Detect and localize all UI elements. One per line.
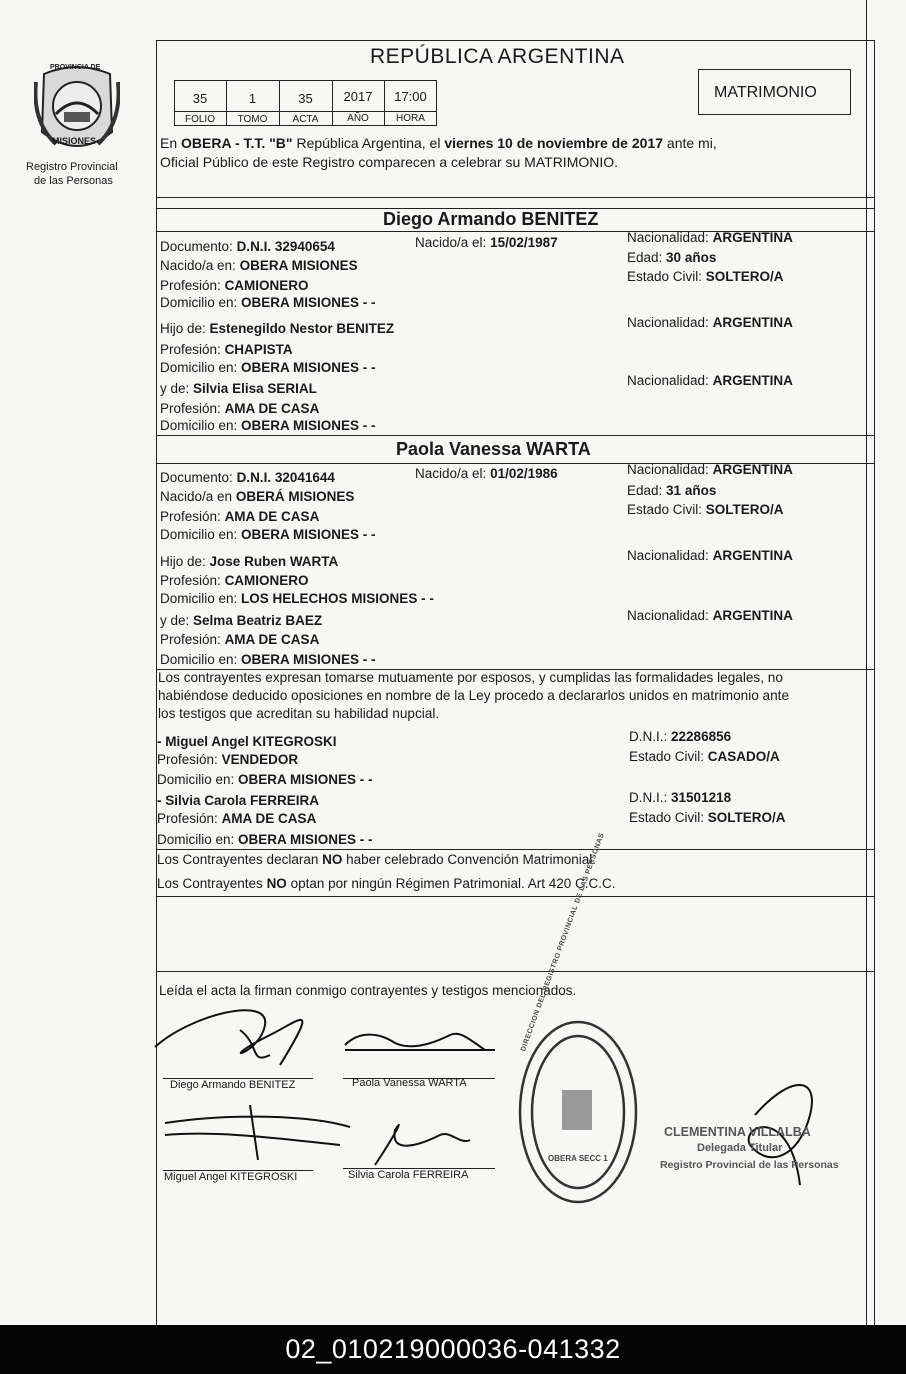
- witness1-domicilio: Domicilio en: OBERA MISIONES - -: [157, 772, 373, 787]
- stamp-text: DIRECCION DEL REGISTRO PROVINCIAL DE LAS PERSONAS: [520, 832, 606, 1053]
- folio-value: 35: [192, 91, 208, 106]
- spouse1-domicilio: Domicilio en: OBERA MISIONES - -: [160, 295, 376, 310]
- spouse1-estado: Estado Civil: SOLTERO/A: [627, 269, 784, 284]
- spouse1-mother-nacionalidad: Nacionalidad: ARGENTINA: [627, 373, 793, 388]
- spouse1-mother-domicilio: Domicilio en: OBERA MISIONES - -: [160, 418, 376, 433]
- witness1-name: - Miguel Angel KITEGROSKI: [157, 734, 337, 749]
- spouse1-name: Diego Armando BENITEZ: [383, 209, 599, 229]
- declaration-line1: Los contrayentes expresan tomarse mutuamente por esposos, y cumplidas las formalidades legales, no: [158, 670, 783, 685]
- witness1-estado: Estado Civil: CASADO/A: [629, 749, 780, 764]
- officer-title: Delegada Titular: [697, 1142, 783, 1154]
- spouse1-father-profesion: Profesión: CHAPISTA: [160, 342, 293, 357]
- record-type: MATRIMONIO: [714, 84, 817, 101]
- signature-label-silvia: Silvia Carola FERREIRA: [348, 1169, 469, 1181]
- spouse2-documento: Documento: D.N.I. 32041644: [160, 470, 335, 485]
- acta-label: ACTA: [292, 114, 319, 125]
- spouse1-documento: Documento: D.N.I. 32940654: [160, 239, 335, 254]
- spouse2-nacido-el: Nacido/a el: 01/02/1986: [415, 466, 558, 481]
- hora-label: HORA: [396, 113, 425, 124]
- spouse2-profesion: Profesión: AMA DE CASA: [160, 509, 320, 524]
- registry-caption-line2: de las Personas: [34, 175, 113, 187]
- spouse2-nacionalidad: Nacionalidad: ARGENTINA: [627, 462, 793, 477]
- closing-statement: Leída el acta la firman conmigo contrayentes y testigos mencionados.: [159, 983, 577, 998]
- spouse1-nacionalidad: Nacionalidad: ARGENTINA: [627, 230, 793, 245]
- witness2-name: - Silvia Carola FERREIRA: [157, 793, 320, 808]
- witness1-profesion: Profesión: VENDEDOR: [157, 752, 299, 767]
- registry-caption-line1: Registro Provincial: [26, 161, 118, 173]
- declaration-line3: los testigos que acreditan su habilidad nupcial.: [158, 706, 440, 721]
- spouse2-estado: Estado Civil: SOLTERO/A: [627, 502, 784, 517]
- regime-line2: Los Contrayentes NO optan por ningún Régimen Patrimonial. Art 420 C.C.C.: [157, 876, 616, 891]
- spouse1-mother: y de: Silvia Elisa SERIAL: [160, 381, 317, 396]
- spouse2-father: Hijo de: Jose Ruben WARTA: [160, 554, 339, 569]
- spouse2-nacido-en: Nacido/a en OBERÁ MISIONES: [160, 489, 355, 504]
- spouse2-edad: Edad: 31 años: [627, 483, 717, 498]
- signature-label-diego: Diego Armando BENITEZ: [170, 1079, 296, 1091]
- spouse2-father-nacionalidad: Nacionalidad: ARGENTINA: [627, 548, 793, 563]
- witness2-estado: Estado Civil: SOLTERO/A: [629, 810, 786, 825]
- stamp-inner: OBERA SECC 1: [548, 1154, 608, 1163]
- tomo-value: 1: [248, 91, 257, 106]
- ano-value: 2017: [343, 89, 373, 104]
- spouse1-nacido-en: Nacido/a en: OBERA MISIONES: [160, 258, 358, 273]
- spouse1-profesion: Profesión: CAMIONERO: [160, 278, 309, 293]
- regime-line1: Los Contrayentes declaran NO haber celebrado Convención Matrimonial.: [157, 852, 596, 867]
- folio-label: FOLIO: [184, 114, 215, 125]
- witness2-profesion: Profesión: AMA DE CASA: [157, 811, 317, 826]
- spouse1-father-nacionalidad: Nacionalidad: ARGENTINA: [627, 315, 793, 330]
- logo-text-top: PROVINCIA DE: [50, 64, 101, 71]
- ano-label: AÑO: [347, 113, 369, 124]
- spouse2-mother-domicilio: Domicilio en: OBERA MISIONES - -: [160, 652, 376, 667]
- spouse1-mother-profesion: Profesión: AMA DE CASA: [160, 401, 320, 416]
- spouse1-nacido-el: Nacido/a el: 15/02/1987: [415, 235, 558, 250]
- spouse2-father-domicilio: Domicilio en: LOS HELECHOS MISIONES - -: [160, 591, 434, 606]
- witness2-dni: D.N.I.: 31501218: [629, 790, 732, 805]
- spouse2-mother-profesion: Profesión: AMA DE CASA: [160, 632, 320, 647]
- declaration-line2: habiéndose deducido oposiciones en nombre de la Ley procedo a declararlos unidos en matrimonio ante: [158, 688, 790, 703]
- logo-text-bottom: MISIONES: [52, 136, 97, 146]
- officer-name: CLEMENTINA VILLALBA: [664, 1125, 811, 1139]
- document-title: REPÚBLICA ARGENTINA: [370, 45, 625, 68]
- spouse2-domicilio: Domicilio en: OBERA MISIONES - -: [160, 527, 376, 542]
- signature-label-miguel: Miguel Angel KITEGROSKI: [164, 1171, 298, 1183]
- spouse1-edad: Edad: 30 años: [627, 250, 717, 265]
- acta-value: 35: [298, 91, 313, 106]
- officer-org: Registro Provincial de las Personas: [660, 1159, 839, 1171]
- spouse1-father-domicilio: Domicilio en: OBERA MISIONES - -: [160, 360, 376, 375]
- witness2-domicilio: Domicilio en: OBERA MISIONES - -: [157, 832, 373, 847]
- spouse2-name: Paola Vanessa WARTA: [396, 439, 591, 459]
- signature-label-paola: Paola Vanessa WARTA: [352, 1077, 467, 1089]
- intro-line2: Oficial Público de este Registro comparecen a celebrar su MATRIMONIO.: [160, 154, 619, 170]
- tomo-label: TOMO: [237, 114, 268, 125]
- spouse2-mother: y de: Selma Beatriz BAEZ: [160, 613, 323, 628]
- hora-value: 17:00: [394, 89, 427, 104]
- spouse2-mother-nacionalidad: Nacionalidad: ARGENTINA: [627, 608, 793, 623]
- document-code: 02_010219000036-041332: [0, 1325, 906, 1374]
- spouse2-father-profesion: Profesión: CAMIONERO: [160, 573, 309, 588]
- intro-line1: En OBERA - T.T. "B" República Argentina, el viernes 10 de noviembre de 2017 ante mi,: [160, 135, 717, 151]
- witness1-dni: D.N.I.: 22286856: [629, 729, 732, 744]
- spouse1-father: Hijo de: Estenegildo Nestor BENITEZ: [160, 321, 395, 336]
